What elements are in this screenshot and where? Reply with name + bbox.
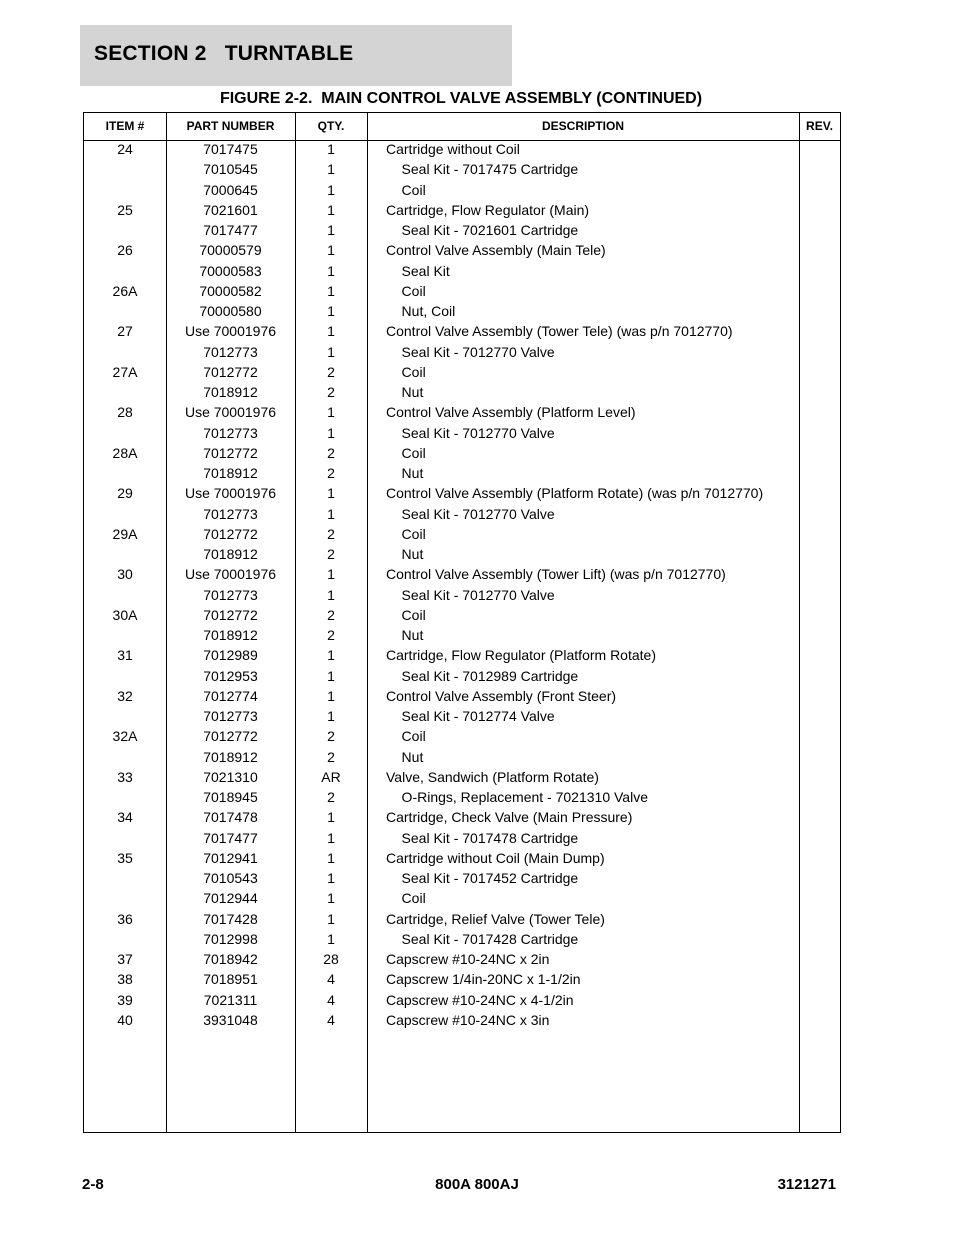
header-part-number: PART NUMBER xyxy=(186,119,275,133)
table-row xyxy=(84,222,840,242)
table-row xyxy=(84,445,840,465)
item-cell: 25 xyxy=(117,201,133,218)
item-cell xyxy=(84,506,166,526)
qty-cell: 1 xyxy=(327,222,335,238)
item-cell xyxy=(84,425,166,445)
part-number-cell: Use 70001976 xyxy=(184,485,277,502)
item-cell: 30 xyxy=(117,566,133,583)
part-number-cell: 7012773 xyxy=(203,708,258,724)
part-number-cell: 7012989 xyxy=(203,647,258,664)
qty-cell: 2 xyxy=(327,444,335,461)
part-number-cell: 7018912 xyxy=(203,546,258,562)
table-row xyxy=(84,263,840,283)
part-number-cell: 7012774 xyxy=(203,687,258,704)
item-cell: 28A xyxy=(112,444,138,461)
qty-cell: 4 xyxy=(327,991,335,1008)
description-cell: Cartridge, Relief Valve (Tower Tele) xyxy=(386,910,605,927)
part-number-cell: 70000582 xyxy=(199,282,262,299)
description-cell: Nut, Coil xyxy=(386,303,456,319)
table-row xyxy=(84,992,840,1012)
item-cell: 33 xyxy=(117,768,133,785)
table-row xyxy=(84,506,840,526)
item-cell xyxy=(84,890,166,910)
item-cell: 40 xyxy=(117,1011,133,1028)
item-cell xyxy=(84,344,166,364)
table-row xyxy=(84,971,840,991)
table-row xyxy=(84,202,840,222)
qty-cell: 1 xyxy=(327,141,335,157)
item-cell: 26 xyxy=(117,242,133,259)
item-cell: 37 xyxy=(117,951,133,967)
item-cell: 27A xyxy=(112,363,138,380)
description-cell: Control Valve Assembly (Tower Lift) (was p/n 7012770) xyxy=(386,566,726,583)
part-number-cell: 3931048 xyxy=(203,1011,258,1028)
item-cell: 38 xyxy=(117,971,133,988)
table-row xyxy=(84,485,840,505)
header-rev: REV. xyxy=(806,119,833,133)
qty-cell: 1 xyxy=(327,343,335,360)
item-cell: 30A xyxy=(112,606,138,623)
header-qty: QTY. xyxy=(317,119,345,133)
qty-cell: 28 xyxy=(323,951,339,967)
table-row xyxy=(84,607,840,627)
item-cell xyxy=(84,830,166,850)
item-cell: 39 xyxy=(117,991,133,1008)
part-number-cell: 7018912 xyxy=(203,465,258,481)
description-cell: Coil xyxy=(386,525,426,542)
qty-cell: 1 xyxy=(327,161,335,178)
description-cell: Seal Kit - 7012774 Valve xyxy=(386,708,555,724)
part-number-cell: Use 70001976 xyxy=(184,566,277,583)
part-number-cell: 7012772 xyxy=(203,363,258,380)
item-cell xyxy=(84,182,166,202)
qty-cell: 1 xyxy=(327,667,335,684)
table-row xyxy=(84,526,840,546)
qty-cell: 1 xyxy=(327,586,335,603)
description-cell: Control Valve Assembly (Main Tele) xyxy=(386,242,606,259)
table-row xyxy=(84,364,840,384)
qty-cell: 1 xyxy=(327,201,335,218)
description-cell: Seal Kit - 7021601 Cartridge xyxy=(386,222,579,238)
qty-cell: 2 xyxy=(327,363,335,380)
description-cell: Coil xyxy=(386,890,426,907)
description-cell: Control Valve Assembly (Platform Level) xyxy=(386,404,636,421)
qty-cell: 2 xyxy=(327,606,335,623)
part-number-cell: 7018945 xyxy=(203,789,258,805)
description-cell: Nut xyxy=(386,546,424,562)
table-row xyxy=(84,546,840,566)
footer-doc-number: 3121271 xyxy=(777,1176,836,1193)
part-number-cell: 7018942 xyxy=(203,951,258,967)
table-row xyxy=(84,728,840,748)
description-cell: Seal Kit - 7017428 Cartridge xyxy=(386,930,579,947)
description-cell: Coil xyxy=(386,444,426,461)
description-cell: Cartridge without Coil xyxy=(386,141,520,157)
item-cell xyxy=(84,161,166,181)
description-cell: Control Valve Assembly (Tower Tele) (was p/n 7012770) xyxy=(386,323,733,340)
item-cell: 32A xyxy=(112,728,138,745)
table-row xyxy=(84,789,840,809)
item-cell xyxy=(84,668,166,688)
description-cell: Nut xyxy=(386,384,424,400)
table-row xyxy=(84,425,840,445)
part-number-cell: 7012944 xyxy=(203,890,258,907)
qty-cell: 1 xyxy=(327,647,335,664)
item-cell xyxy=(84,384,166,404)
description-cell: Capscrew #10-24NC x 2in xyxy=(386,951,550,967)
item-cell: 32 xyxy=(117,687,133,704)
qty-cell: 1 xyxy=(327,566,335,583)
item-cell: 34 xyxy=(117,809,133,826)
part-number-cell: Use 70001976 xyxy=(184,323,277,340)
table-row xyxy=(84,242,840,262)
qty-cell: 2 xyxy=(327,465,335,481)
table-row xyxy=(84,688,840,708)
item-cell: 36 xyxy=(117,910,133,927)
parts-table xyxy=(83,112,841,1133)
table-row xyxy=(84,870,840,890)
table-row xyxy=(84,668,840,688)
table-row xyxy=(84,303,840,323)
table-row xyxy=(84,830,840,850)
qty-cell: 1 xyxy=(327,242,335,259)
description-cell: Seal Kit - 7017475 Cartridge xyxy=(386,161,579,178)
part-number-cell: 7012941 xyxy=(203,849,258,866)
item-cell: 24 xyxy=(117,141,133,157)
part-number-cell: 7012773 xyxy=(203,505,258,522)
qty-cell: 1 xyxy=(327,505,335,522)
item-cell: 31 xyxy=(117,647,133,664)
part-number-cell: 7018912 xyxy=(203,384,258,400)
qty-cell: 1 xyxy=(327,890,335,907)
section-header xyxy=(80,25,512,86)
description-cell: Capscrew #10-24NC x 4-1/2in xyxy=(386,991,574,1008)
table-row xyxy=(84,647,840,667)
description-cell: Control Valve Assembly (Front Steer) xyxy=(386,687,617,704)
part-number-cell: 7018951 xyxy=(203,971,258,988)
qty-cell: 1 xyxy=(327,930,335,947)
part-number-cell: 7012772 xyxy=(203,525,258,542)
qty-cell: 2 xyxy=(327,525,335,542)
part-number-cell: 7021601 xyxy=(203,201,258,218)
table-row xyxy=(84,931,840,951)
table-row xyxy=(84,1012,840,1032)
description-cell: Capscrew 1/4in-20NC x 1-1/2in xyxy=(386,971,581,988)
table-row xyxy=(84,161,840,181)
description-cell: Seal Kit - 7012989 Cartridge xyxy=(386,667,579,684)
part-number-cell: Use 70001976 xyxy=(184,404,277,421)
qty-cell: 2 xyxy=(327,627,335,643)
qty-cell: 1 xyxy=(327,303,335,319)
part-number-cell: 7010543 xyxy=(203,870,258,886)
section-title: SECTION 2 TURNTABLE xyxy=(94,42,354,65)
description-cell: Coil xyxy=(386,282,426,299)
part-number-cell: 70000580 xyxy=(199,303,262,319)
part-number-cell: 70000579 xyxy=(199,242,262,259)
table-row xyxy=(84,809,840,829)
table-row xyxy=(84,769,840,789)
qty-cell: 2 xyxy=(327,789,335,805)
qty-cell: AR xyxy=(321,768,341,785)
item-cell xyxy=(84,870,166,890)
description-cell: Control Valve Assembly (Platform Rotate) (was p/n 7012770) xyxy=(386,485,764,502)
description-cell: Capscrew #10-24NC x 3in xyxy=(386,1011,550,1028)
table-row xyxy=(84,323,840,343)
table-row xyxy=(84,951,840,971)
part-number-cell: 7012773 xyxy=(203,343,258,360)
part-number-cell: 7017475 xyxy=(203,141,258,157)
description-cell: Nut xyxy=(386,627,424,643)
qty-cell: 1 xyxy=(327,323,335,340)
table-row xyxy=(84,708,840,728)
table-row xyxy=(84,384,840,404)
table-row xyxy=(84,749,840,769)
part-number-cell: 7017478 xyxy=(203,809,258,826)
qty-cell: 1 xyxy=(327,262,335,279)
footer-page-number: 2-8 xyxy=(82,1176,104,1193)
item-cell xyxy=(84,627,166,647)
qty-cell: 2 xyxy=(327,728,335,745)
item-cell: 28 xyxy=(117,404,133,421)
part-number-cell: 7012772 xyxy=(203,728,258,745)
item-cell: 29 xyxy=(117,485,133,502)
part-number-cell: 7010545 xyxy=(203,161,258,178)
table-row xyxy=(84,283,840,303)
header-item: ITEM # xyxy=(105,119,145,133)
description-cell: Cartridge, Check Valve (Main Pressure) xyxy=(386,809,633,826)
part-number-cell: 7000645 xyxy=(203,181,258,198)
description-cell: Seal Kit - 7012770 Valve xyxy=(386,343,555,360)
qty-cell: 1 xyxy=(327,809,335,826)
qty-cell: 1 xyxy=(327,404,335,421)
qty-cell: 1 xyxy=(327,282,335,299)
description-cell: Seal Kit - 7012770 Valve xyxy=(386,505,555,522)
description-cell: Seal Kit - 7017478 Cartridge xyxy=(386,829,579,846)
part-number-cell: 7012953 xyxy=(203,667,258,684)
description-cell: Coil xyxy=(386,181,426,198)
qty-cell: 1 xyxy=(327,485,335,502)
item-cell: 35 xyxy=(117,849,133,866)
description-cell: Cartridge, Flow Regulator (Main) xyxy=(386,201,590,218)
item-cell: 26A xyxy=(112,282,138,299)
item-cell xyxy=(84,708,166,728)
table-row xyxy=(84,141,840,161)
part-number-cell: 7021310 xyxy=(203,768,258,785)
qty-cell: 1 xyxy=(327,687,335,704)
table-row xyxy=(84,587,840,607)
item-cell: 27 xyxy=(117,323,133,340)
item-cell xyxy=(84,749,166,769)
description-cell: O-Rings, Replacement - 7021310 Valve xyxy=(386,789,648,805)
description-cell: Nut xyxy=(386,465,424,481)
item-cell xyxy=(84,546,166,566)
figure-title: FIGURE 2-2. MAIN CONTROL VALVE ASSEMBLY (CONTINUED) xyxy=(219,90,703,107)
description-cell: Valve, Sandwich (Platform Rotate) xyxy=(386,768,599,785)
part-number-cell: 7021311 xyxy=(203,991,258,1008)
description-cell: Cartridge, Flow Regulator (Platform Rotate) xyxy=(386,647,656,664)
item-cell xyxy=(84,931,166,951)
table-row xyxy=(84,404,840,424)
qty-cell: 1 xyxy=(327,708,335,724)
table-body xyxy=(84,141,840,1032)
qty-cell: 1 xyxy=(327,910,335,927)
item-cell xyxy=(84,303,166,323)
qty-cell: 1 xyxy=(327,849,335,866)
part-number-cell: 7017428 xyxy=(203,910,258,927)
part-number-cell: 7018912 xyxy=(203,748,258,765)
qty-cell: 4 xyxy=(327,971,335,988)
part-number-cell: 7018912 xyxy=(203,627,258,643)
description-cell: Seal Kit - 7012770 Valve xyxy=(386,586,555,603)
description-cell: Nut xyxy=(386,748,424,765)
qty-cell: 1 xyxy=(327,181,335,198)
item-cell xyxy=(84,263,166,283)
part-number-cell: 7012998 xyxy=(203,930,258,947)
item-cell xyxy=(84,465,166,485)
qty-cell: 1 xyxy=(327,870,335,886)
part-number-cell: 7017477 xyxy=(203,222,258,238)
part-number-cell: 7012773 xyxy=(203,586,258,603)
part-number-cell: 7017477 xyxy=(203,829,258,846)
description-cell: Seal Kit - 7012770 Valve xyxy=(386,424,555,441)
table-row xyxy=(84,344,840,364)
description-cell: Coil xyxy=(386,606,426,623)
table-row xyxy=(84,465,840,485)
item-cell xyxy=(84,587,166,607)
description-cell: Seal Kit - 7017452 Cartridge xyxy=(386,870,579,886)
table-row xyxy=(84,627,840,647)
description-cell: Coil xyxy=(386,363,426,380)
header-description: DESCRIPTION xyxy=(541,119,624,133)
part-number-cell: 7012772 xyxy=(203,606,258,623)
table-row xyxy=(84,182,840,202)
description-cell: Cartridge without Coil (Main Dump) xyxy=(386,849,605,866)
part-number-cell: 7012773 xyxy=(203,424,258,441)
description-cell: Seal Kit xyxy=(386,262,450,279)
qty-cell: 2 xyxy=(327,748,335,765)
qty-cell: 1 xyxy=(327,829,335,846)
table-row xyxy=(84,890,840,910)
item-cell xyxy=(84,222,166,242)
table-row xyxy=(84,911,840,931)
qty-cell: 1 xyxy=(327,424,335,441)
table-row xyxy=(84,566,840,586)
footer-model: 800A 800AJ xyxy=(435,1176,519,1193)
part-number-cell: 7012772 xyxy=(203,444,258,461)
qty-cell: 2 xyxy=(327,546,335,562)
item-cell xyxy=(84,789,166,809)
table-row xyxy=(84,850,840,870)
item-cell: 29A xyxy=(112,525,138,542)
qty-cell: 2 xyxy=(327,384,335,400)
qty-cell: 4 xyxy=(327,1011,335,1028)
description-cell: Coil xyxy=(386,728,426,745)
part-number-cell: 70000583 xyxy=(199,262,262,279)
